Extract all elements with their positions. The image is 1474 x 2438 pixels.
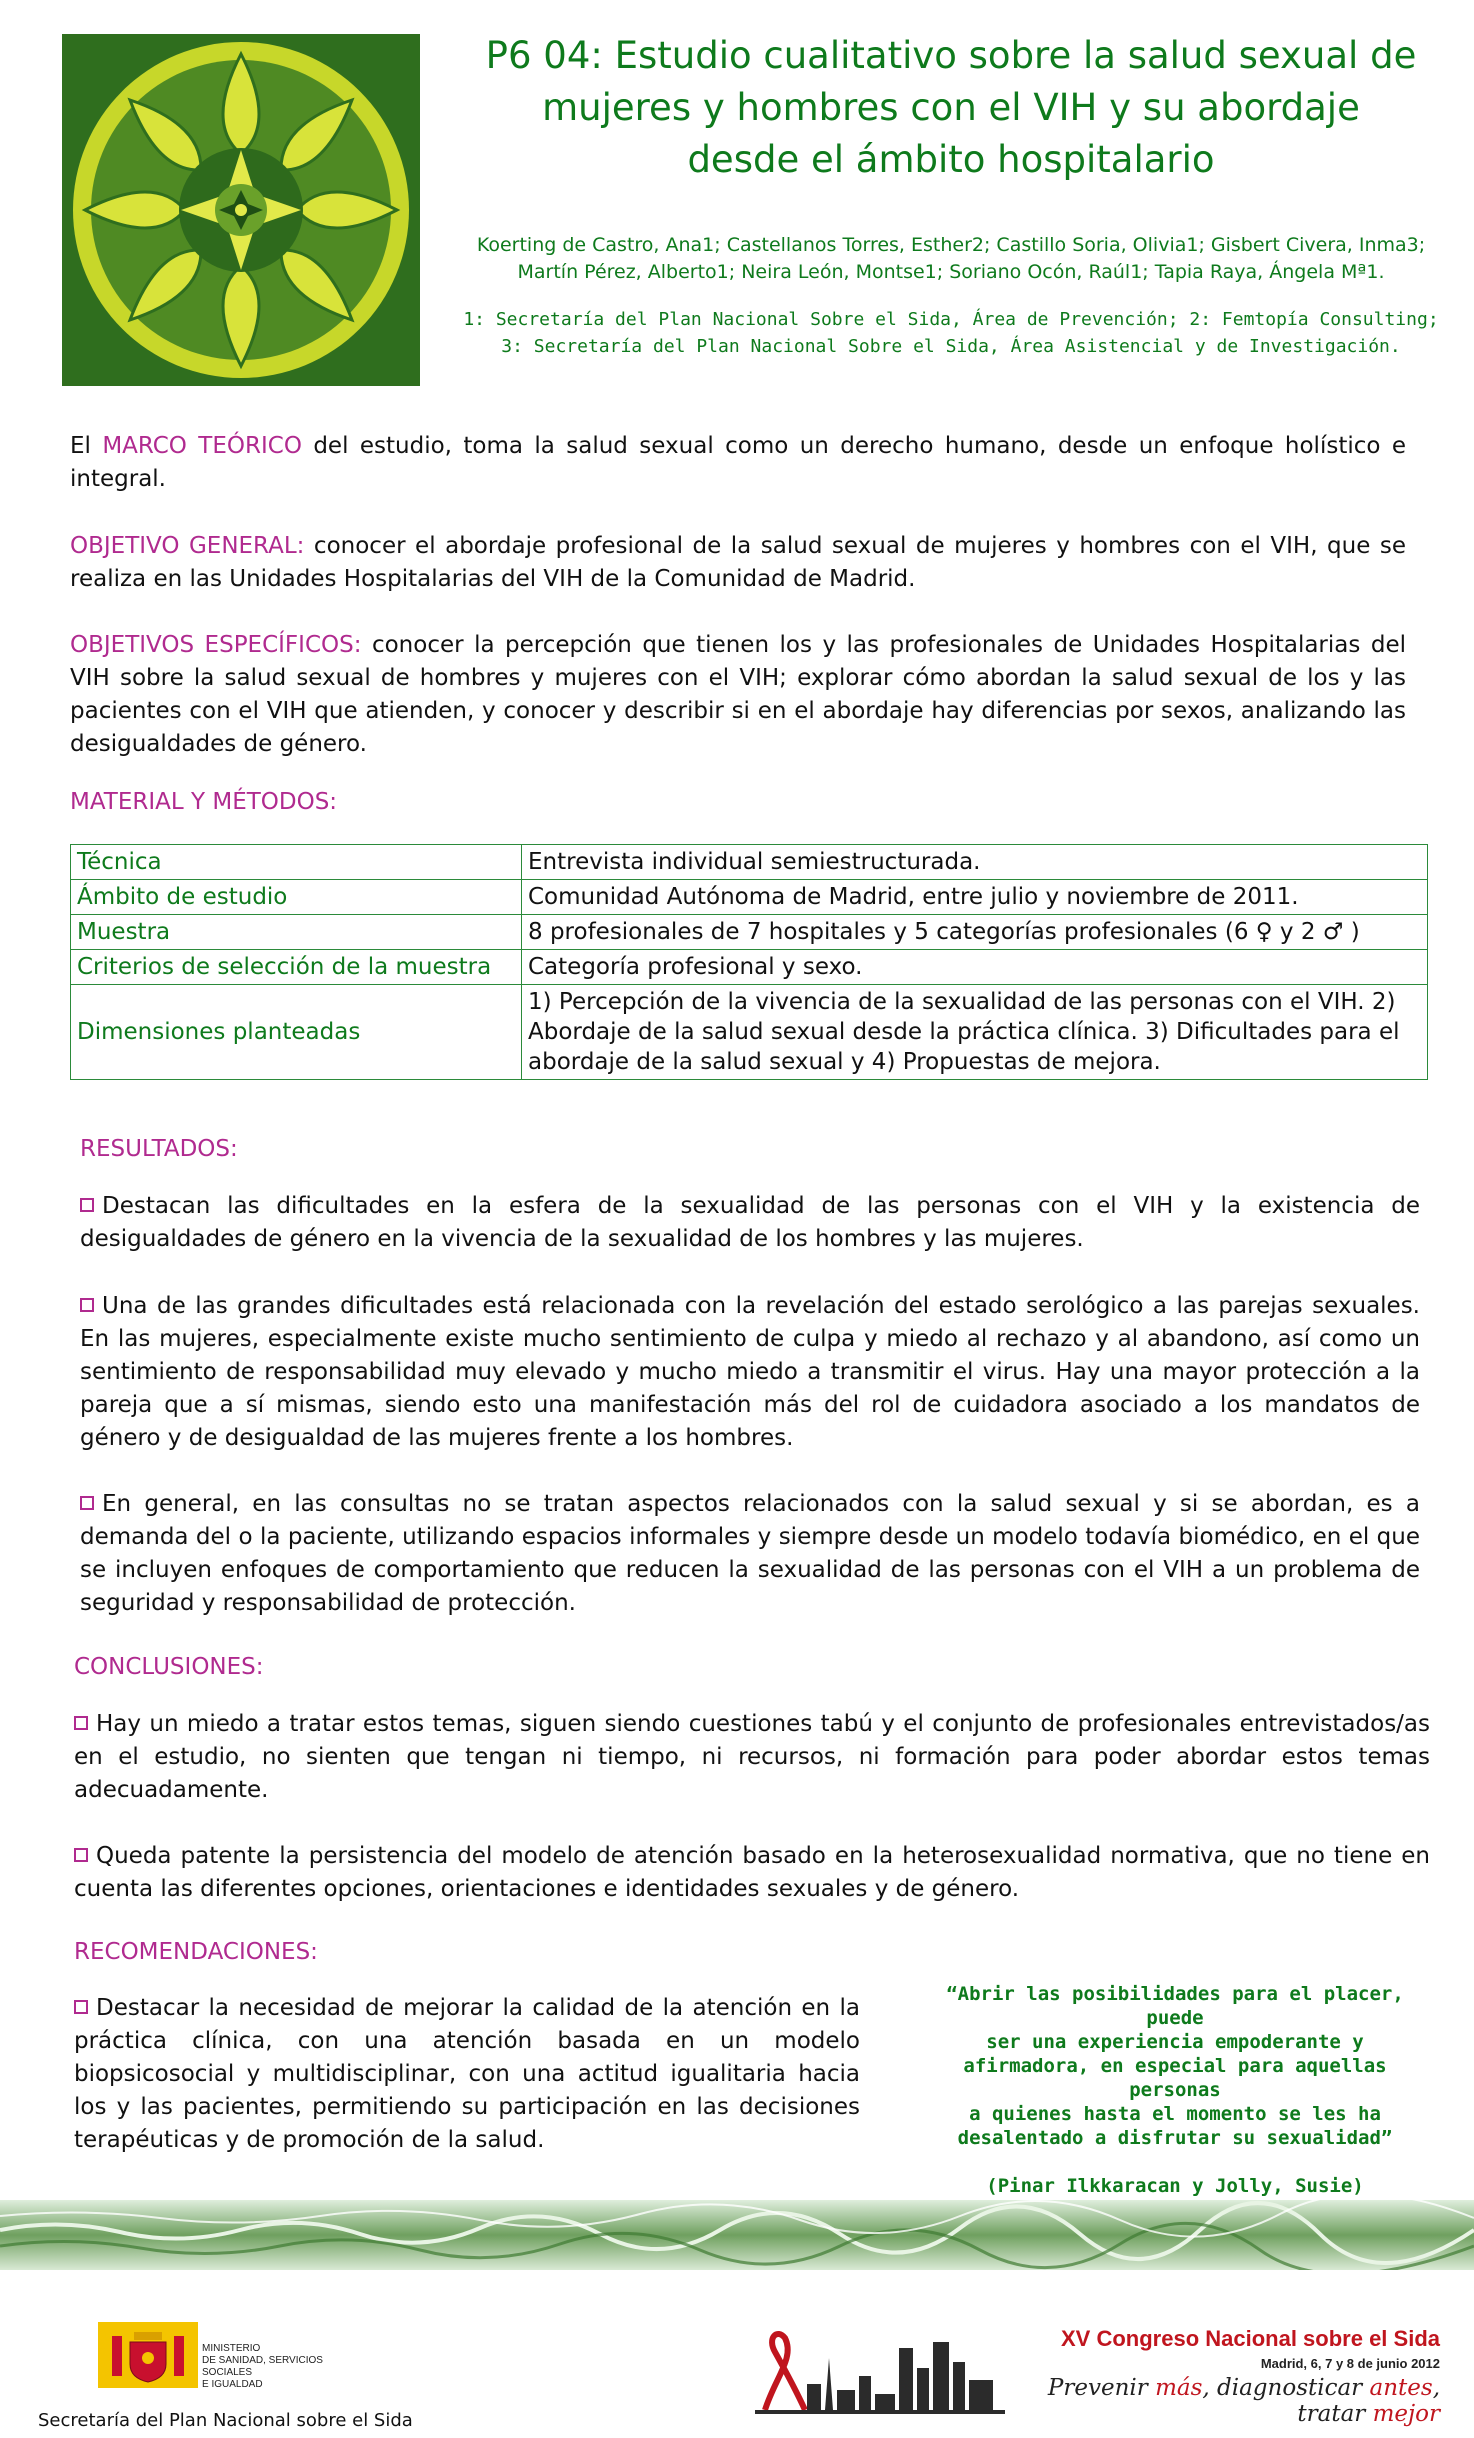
obj-esp-label: OBJETIVOS ESPECÍFICOS: bbox=[70, 632, 362, 658]
row-value: Categoría profesional y sexo. bbox=[522, 950, 1428, 985]
authors-line: Koerting de Castro, Ana1; Castellanos Torres, Esther2; Castillo Soria, Olivia1; Gisbert Civera, Inma3; bbox=[476, 234, 1426, 256]
slogan-accent: mejor bbox=[1372, 2401, 1440, 2427]
checkbox-bullet-icon bbox=[80, 1198, 94, 1212]
conclusions-heading: CONCLUSIONES: bbox=[74, 1654, 264, 1680]
slogan-part: Prevenir bbox=[1047, 2375, 1156, 2401]
quote-line: desalentado a disfrutar su sexualidad” bbox=[957, 2127, 1393, 2149]
checkbox-bullet-icon bbox=[80, 1496, 94, 1510]
marco-text: del estudio, toma la salud sexual como un derecho humano, desde un enfoque holístico e integral. bbox=[70, 433, 1406, 492]
title-line: mujeres y hombres con el VIH y su abordaje bbox=[542, 86, 1360, 129]
recommendations-heading: RECOMENDACIONES: bbox=[74, 1939, 318, 1965]
affiliations bbox=[436, 306, 1466, 360]
ministry-line: DE SANIDAD, SERVICIOS SOCIALES bbox=[202, 2355, 323, 2378]
spain-coat-of-arms-logo bbox=[98, 2322, 198, 2388]
slogan-accent: antes bbox=[1369, 2375, 1433, 2401]
quote-line: “Abrir las posibilidades para el placer, puede bbox=[946, 1983, 1404, 2029]
table-row bbox=[71, 950, 1428, 985]
affil-line: 1: Secretaría del Plan Nacional Sobre el Sida, Área de Prevención; 2: Femtopía Consulting; bbox=[463, 309, 1439, 330]
secretaria-label: Secretaría del Plan Nacional sobre el Sida bbox=[38, 2410, 413, 2431]
authors bbox=[436, 232, 1466, 286]
ministry-line: E IGUALDAD bbox=[202, 2379, 263, 2390]
methods-heading: MATERIAL Y MÉTODOS: bbox=[70, 789, 338, 815]
obj-esp-text: conocer la percepción que tienen los y las profesionales de Unidades Hospitalarias del VIH sobre la salud sexual de hombres y mujeres con el VIH; explorar cómo abordan la salud sexual de los y las pacientes con el VIH que atienden, y conocer y describir si en el abordaje hay diferencias por sexos, analizando las desigualdades de género. bbox=[70, 632, 1406, 757]
table-row bbox=[71, 880, 1428, 915]
affil-line: 3: Secretaría del Plan Nacional Sobre el Sida, Área Asistencial y de Investigación. bbox=[501, 336, 1401, 357]
title-line: P6 04: Estudio cualitativo sobre la salud sexual de bbox=[485, 34, 1417, 77]
quote-line: ser una experiencia empoderante y bbox=[986, 2031, 1364, 2053]
checkbox-bullet-icon bbox=[74, 1848, 88, 1862]
marco-pre: El bbox=[70, 433, 103, 459]
methods-table bbox=[70, 844, 1428, 1080]
conclusions-item bbox=[74, 1840, 1430, 1906]
quote-block bbox=[930, 1982, 1420, 2198]
water-banner bbox=[0, 2200, 1474, 2270]
row-key: Ámbito de estudio bbox=[71, 880, 522, 915]
slogan-part: , tratar bbox=[1297, 2375, 1440, 2427]
results-text: En general, en las consultas no se tratan aspectos relacionados con la salud sexual y si se abordan, es a demanda del o la paciente, utilizando espacios informales y siempre desde un modelo todavía biomédico, en el que se incluyen enfoques de comportamiento que reducen la sexualidad de las personas con el VIH a un problema de seguridad y responsabilidad de protección. bbox=[80, 1491, 1420, 1616]
objetivos-especificos bbox=[70, 629, 1406, 761]
marco-label: MARCO TEÓRICO bbox=[102, 433, 302, 459]
title-line: desde el ámbito hospitalario bbox=[687, 138, 1215, 181]
results-heading: RESULTADOS: bbox=[80, 1136, 238, 1162]
poster-title bbox=[436, 30, 1466, 186]
slogan-accent: más bbox=[1155, 2375, 1203, 2401]
authors-line: Martín Pérez, Alberto1; Neira León, Montse1; Soriano Ocón, Raúl1; Tapia Raya, Ángela Mª1. bbox=[517, 261, 1385, 283]
recommendations-item bbox=[74, 1992, 860, 2157]
results-item bbox=[80, 1290, 1420, 1455]
obj-gen-text: conocer el abordaje profesional de la salud sexual de mujeres y hombres con el VIH, que se realiza en las Unidades Hospitalarias del VIH de la Comunidad de Madrid. bbox=[70, 533, 1407, 592]
table-row bbox=[71, 845, 1428, 880]
row-key: Muestra bbox=[71, 915, 522, 950]
congress-title: XV Congreso Nacional sobre el Sida bbox=[1061, 2326, 1440, 2351]
conclusions-text: Queda patente la persistencia del modelo de atención basado en la heterosexualidad normativa, que no tiene en cuenta las diferentes opciones, orientaciones e identidades sexuales y de género. bbox=[74, 1843, 1430, 1902]
row-value: Entrevista individual semiestructurada. bbox=[522, 845, 1428, 880]
results-item bbox=[80, 1190, 1420, 1256]
row-key: Dimensiones planteadas bbox=[71, 985, 522, 1080]
congress-slogan bbox=[1000, 2375, 1440, 2427]
mandala-logo bbox=[62, 34, 420, 386]
row-key: Criterios de selección de la muestra bbox=[71, 950, 522, 985]
quote-author: (Pinar Ilkkaracan y Jolly, Susie) bbox=[986, 2175, 1364, 2197]
obj-gen-label: OBJETIVO GENERAL: bbox=[70, 533, 305, 559]
row-value: Comunidad Autónoma de Madrid, entre julio y noviembre de 2011. bbox=[522, 880, 1428, 915]
conclusions-text: Hay un miedo a tratar estos temas, siguen siendo cuestiones tabú y el conjunto de profesionales entrevistados/as en el estudio, no sienten que tengan ni tiempo, ni recursos, ni formación para poder abordar estos temas adecuadamente. bbox=[74, 1711, 1430, 1803]
results-item bbox=[80, 1488, 1420, 1620]
checkbox-bullet-icon bbox=[80, 1298, 94, 1312]
row-value: 8 profesionales de 7 hospitales y 5 categorías profesionales (6 ♀ y 2 ♂ ) bbox=[522, 915, 1428, 950]
results-text: Una de las grandes dificultades está relacionada con la revelación del estado serológico a las parejas sexuales. En las mujeres, especialmente existe mucho sentimiento de culpa y miedo al rechazo y al abandono, así como un sentimiento de responsabilidad muy elevado y mucho miedo a transmitir el virus. Hay una mayor protección a la pareja que a sí mismas, siendo esto una manifestación más del rol de cuidadora asociado a los mandatos de género y de desigualdad de las mujeres frente a los hombres. bbox=[80, 1293, 1420, 1451]
table-row bbox=[71, 985, 1428, 1080]
congress-dates: Madrid, 6, 7 y 8 de junio 2012 bbox=[1260, 2356, 1440, 2371]
table-row bbox=[71, 915, 1428, 950]
ministry-line: MINISTERIO bbox=[202, 2343, 261, 2354]
row-value: 1) Percepción de la vivencia de la sexualidad de las personas con el VIH. 2) Abordaje de la salud sexual desde la práctica clínica. 3) Dificultades para el abordaje de la salud sexual y 4) Propuestas de mejora. bbox=[522, 985, 1428, 1080]
row-key: Técnica bbox=[71, 845, 522, 880]
marco-teorico bbox=[70, 430, 1406, 496]
conclusions-item bbox=[74, 1708, 1430, 1807]
ministry-name bbox=[202, 2343, 372, 2391]
checkbox-bullet-icon bbox=[74, 1716, 88, 1730]
slogan-part: , diagnosticar bbox=[1202, 2375, 1370, 2401]
results-text: Destacan las dificultades en la esfera de la sexualidad de las personas con el VIH y la existencia de desigualdades de género en la vivencia de la sexualidad de los hombres y las mujeres. bbox=[80, 1193, 1420, 1252]
quote-line: afirmadora, en especial para aquellas personas bbox=[963, 2055, 1387, 2101]
recommendations-text: Destacar la necesidad de mejorar la calidad de la atención en la práctica clínica, con una atención basada en un modelo biopsicosocial y multidisciplinar, con una actitud igualitaria hacia los y las pacientes, permitiendo su participación en las decisiones terapéuticas y de promoción de la salud. bbox=[74, 1995, 860, 2153]
checkbox-bullet-icon bbox=[74, 2000, 88, 2014]
quote-line: a quienes hasta el momento se les ha bbox=[969, 2103, 1381, 2125]
congress-skyline-logo bbox=[755, 2318, 1005, 2418]
objetivo-general bbox=[70, 530, 1406, 596]
